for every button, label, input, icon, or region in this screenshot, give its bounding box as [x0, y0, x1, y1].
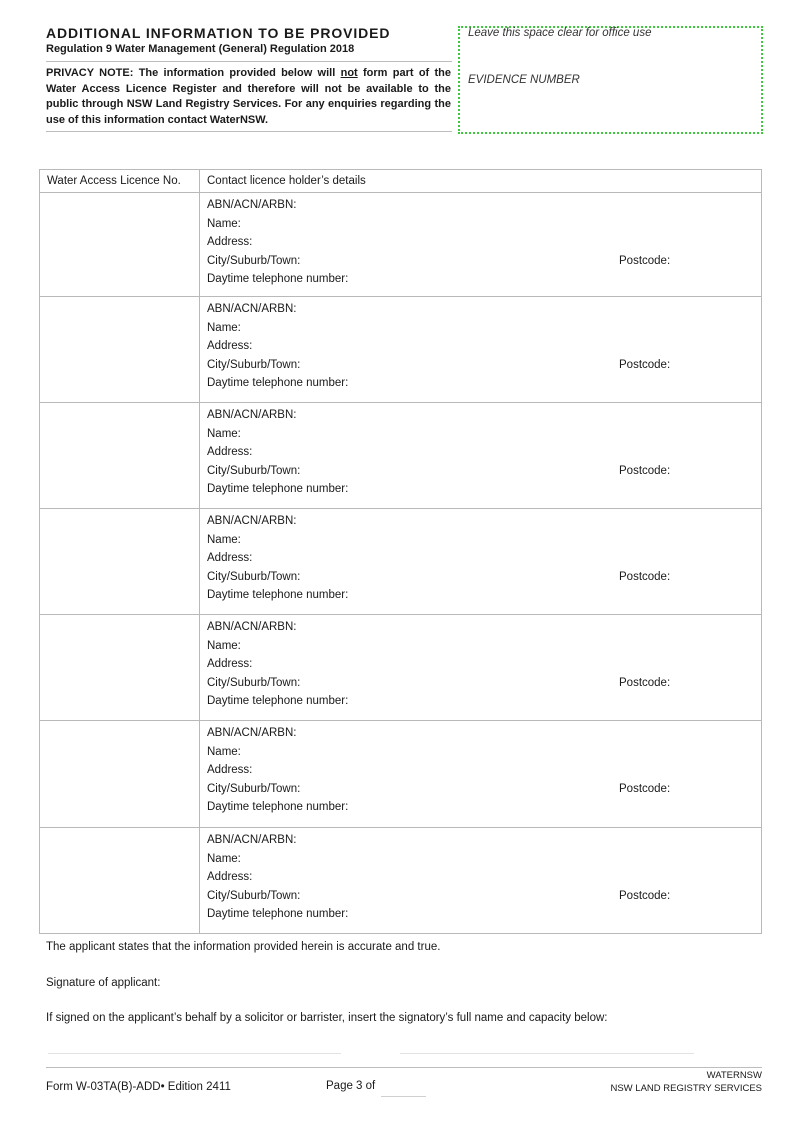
contact-details-cell[interactable]: [200, 509, 762, 615]
footer-divider: [46, 1067, 762, 1068]
name-label: Name:: [207, 217, 241, 230]
regulation-subtitle: Regulation 9 Water Management (General) Regulation 2018: [46, 43, 355, 55]
contact-details-cell[interactable]: [200, 297, 762, 403]
form-title: ADDITIONAL INFORMATION TO BE PROVIDED: [46, 25, 391, 41]
city-label: City/Suburb/Town:: [207, 254, 301, 267]
licence-number-cell[interactable]: [40, 297, 200, 403]
abn-label: ABN/ACN/ARBN:: [207, 303, 297, 315]
agency-waternsw: WATERNSW: [706, 1070, 762, 1081]
privacy-note-rest: form part of the Water Access Licence Register and therefore will not be available to the public through NSW Land Registry Services. For any enquiries regarding the use of this information contact WaterNSW.: [46, 67, 452, 126]
table-body: [40, 193, 762, 934]
contact-details-cell[interactable]: [200, 828, 762, 934]
postcode-label: Postcode:: [619, 783, 671, 795]
contact-details-cell[interactable]: [200, 193, 762, 297]
table-row: [40, 297, 762, 403]
table-row: [40, 193, 762, 297]
postcode-label: Postcode:: [619, 571, 671, 583]
page-number: Page 3 of: [326, 1080, 376, 1092]
phone-label: Daytime telephone number:: [207, 908, 349, 920]
signatory-capacity-line[interactable]: [400, 1053, 694, 1054]
table-row: [40, 403, 762, 509]
city-label: City/Suburb/Town:: [207, 676, 301, 689]
licence-number-cell[interactable]: [40, 721, 200, 828]
signature-label: Signature of applicant:: [46, 977, 161, 989]
city-label: City/Suburb/Town:: [207, 889, 301, 902]
phone-label: Daytime telephone number:: [207, 483, 349, 495]
name-label: Name:: [207, 639, 241, 652]
office-use-note: Leave this space clear for office use: [468, 27, 652, 39]
name-label: Name:: [207, 427, 241, 440]
page-total-field[interactable]: [381, 1096, 426, 1097]
contact-details-cell[interactable]: [200, 615, 762, 721]
accuracy-statement: The applicant states that the information provided herein is accurate and true.: [46, 941, 441, 953]
privacy-divider: [46, 131, 452, 132]
contact-details-cell[interactable]: [200, 403, 762, 509]
licence-number-cell[interactable]: [40, 509, 200, 615]
table-row: [40, 828, 762, 934]
privacy-note: [46, 66, 451, 128]
privacy-note-lead: PRIVACY NOTE: The information provided below will: [46, 67, 341, 79]
city-label: City/Suburb/Town:: [207, 782, 301, 795]
address-label: Address:: [207, 764, 253, 776]
address-label: Address:: [207, 552, 253, 564]
licence-number-cell[interactable]: [40, 615, 200, 721]
header-divider: [46, 61, 452, 62]
table-row: [40, 721, 762, 828]
phone-label: Daytime telephone number:: [207, 801, 349, 813]
signatory-name-line[interactable]: [48, 1053, 341, 1054]
city-label: City/Suburb/Town:: [207, 464, 301, 477]
abn-label: ABN/ACN/ARBN:: [207, 834, 297, 846]
phone-label: Daytime telephone number:: [207, 273, 349, 285]
address-label: Address:: [207, 871, 253, 883]
city-label: City/Suburb/Town:: [207, 570, 301, 583]
agency-nsw-lrs: NSW LAND REGISTRY SERVICES: [610, 1083, 762, 1094]
abn-label: ABN/ACN/ARBN:: [207, 727, 297, 739]
postcode-label: Postcode:: [619, 465, 671, 477]
phone-label: Daytime telephone number:: [207, 695, 349, 707]
abn-label: ABN/ACN/ARBN:: [207, 515, 297, 527]
address-label: Address:: [207, 658, 253, 670]
postcode-label: Postcode:: [619, 677, 671, 689]
name-label: Name:: [207, 745, 241, 758]
contact-details-header: Contact licence holder’s details: [200, 170, 762, 193]
table-row: [40, 615, 762, 721]
address-label: Address:: [207, 446, 253, 458]
postcode-label: Postcode:: [619, 890, 671, 902]
table-header-row: [40, 170, 762, 193]
solicitor-note: If signed on the applicant’s behalf by a solicitor or barrister, insert the signatory’s full name and capacity below:: [46, 1012, 608, 1024]
evidence-number-label: EVIDENCE NUMBER: [468, 74, 580, 86]
licence-number-header: Water Access Licence No.: [40, 170, 200, 193]
name-label: Name:: [207, 321, 241, 334]
licence-number-cell[interactable]: [40, 828, 200, 934]
abn-label: ABN/ACN/ARBN:: [207, 409, 297, 421]
address-label: Address:: [207, 236, 253, 248]
form-identifier: Form W-03TA(B)-ADD• Edition 2411: [46, 1081, 231, 1093]
phone-label: Daytime telephone number:: [207, 377, 349, 389]
table-row: [40, 509, 762, 615]
name-label: Name:: [207, 852, 241, 865]
address-label: Address:: [207, 340, 253, 352]
licence-holder-table: [39, 169, 762, 934]
abn-label: ABN/ACN/ARBN:: [207, 199, 297, 211]
licence-number-cell[interactable]: [40, 193, 200, 297]
city-label: City/Suburb/Town:: [207, 358, 301, 371]
postcode-label: Postcode:: [619, 255, 671, 267]
licence-number-cell[interactable]: [40, 403, 200, 509]
postcode-label: Postcode:: [619, 359, 671, 371]
privacy-note-emphasis: not: [340, 67, 358, 79]
abn-label: ABN/ACN/ARBN:: [207, 621, 297, 633]
contact-details-cell[interactable]: [200, 721, 762, 828]
name-label: Name:: [207, 533, 241, 546]
phone-label: Daytime telephone number:: [207, 589, 349, 601]
